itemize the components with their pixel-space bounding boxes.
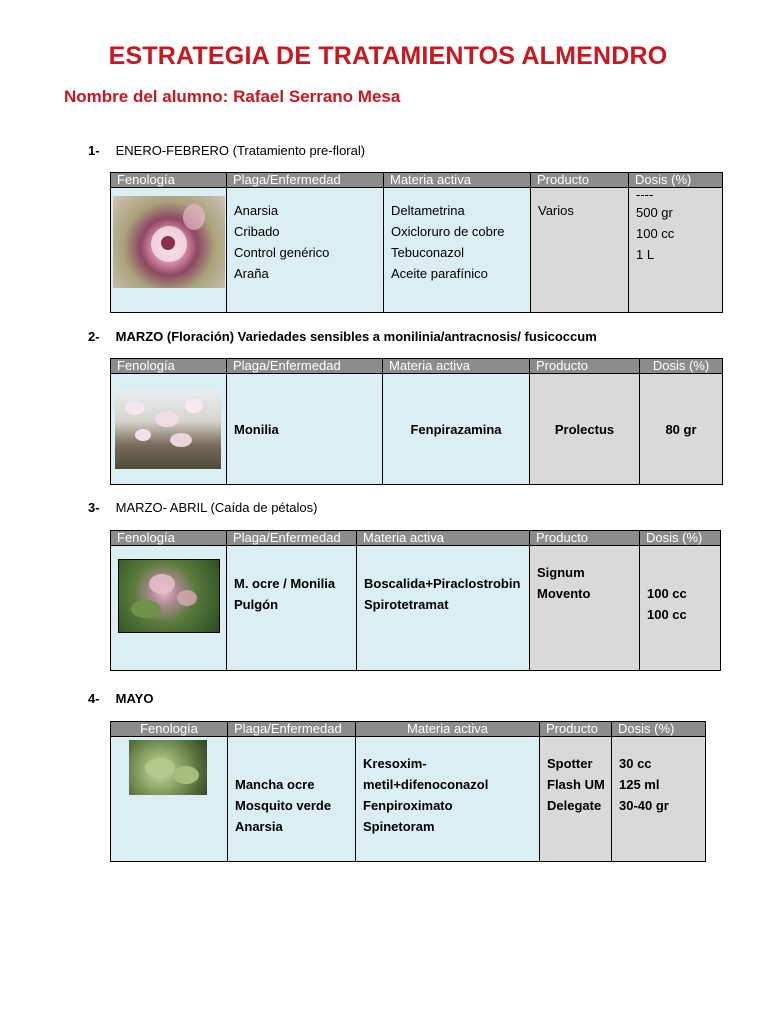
header-materia: Materia activa <box>356 722 540 737</box>
phenology-photo <box>129 740 207 795</box>
header-producto: Producto <box>530 359 640 374</box>
materia-cell <box>356 737 540 862</box>
section-4-heading <box>88 691 153 706</box>
materia-item: Deltametrina <box>391 203 465 218</box>
fenologia-cell <box>111 374 227 485</box>
materia-cell <box>383 374 530 485</box>
header-materia: Materia activa <box>384 173 531 188</box>
dosis-item: 1 L <box>636 247 655 262</box>
dosis-cell <box>612 737 706 862</box>
section-label: MAYO <box>115 691 154 706</box>
materia-item: Boscalida+Piraclostrobin <box>364 576 521 591</box>
student-name: Nombre del alumno: Rafael Serrano Mesa <box>64 87 401 106</box>
fenologia-cell <box>111 188 227 313</box>
plaga-cell <box>227 188 384 313</box>
dosis-item: 30-40 gr <box>619 798 669 813</box>
dosis-item: 100 cc <box>636 226 675 241</box>
dosis-cell <box>629 188 723 313</box>
dosis-cell <box>640 546 721 671</box>
producto-item: Movento <box>537 586 591 601</box>
header-plaga: Plaga/Enfermedad <box>227 531 357 546</box>
plaga-cell <box>227 546 357 671</box>
producto-item: Varios <box>538 203 574 218</box>
section-number: 4- <box>88 691 100 706</box>
phenology-photo <box>118 559 220 633</box>
dosis-item: 100 cc <box>647 607 687 622</box>
section-number: 3- <box>88 500 100 515</box>
treatment-table-1 <box>110 172 723 313</box>
plaga-item: Anarsia <box>235 819 283 834</box>
header-dosis: Dosis (%) <box>640 359 723 374</box>
dosis-item: 500 gr <box>636 205 673 220</box>
dosis-item: 125 ml <box>619 777 660 792</box>
header-materia: Materia activa <box>357 531 530 546</box>
dosis-item: 30 cc <box>619 756 652 771</box>
section-label: MARZO- ABRIL (Caída de pétalos) <box>115 500 318 515</box>
section-label: MARZO (Floración) Variedades sensibles a monilinia/antracnosis/ fusicoccum <box>115 329 597 344</box>
section-1-heading <box>88 143 365 158</box>
header-producto: Producto <box>531 173 629 188</box>
materia-item: Kresoxim- <box>363 756 427 771</box>
section-number: 1- <box>88 143 100 158</box>
header-plaga: Plaga/Enfermedad <box>227 173 384 188</box>
materia-item: Tebuconazol <box>391 245 464 260</box>
header-dosis: Dosis (%) <box>640 531 721 546</box>
plaga-cell <box>227 374 383 485</box>
treatment-table-3 <box>110 530 721 671</box>
header-plaga: Plaga/Enfermedad <box>228 722 356 737</box>
materia-item: metil+difenoconazol <box>363 777 489 792</box>
producto-cell <box>531 188 629 313</box>
phenology-photo <box>113 196 225 288</box>
header-dosis: Dosis (%) <box>612 722 706 737</box>
materia-item: Oxicloruro de cobre <box>391 224 505 239</box>
section-2-heading <box>88 329 597 344</box>
materia-cell <box>384 188 531 313</box>
producto-item: Delegate <box>547 798 602 813</box>
header-materia: Materia activa <box>383 359 530 374</box>
header-producto: Producto <box>540 722 612 737</box>
dosis-cell <box>640 374 723 485</box>
header-dosis: Dosis (%) <box>629 173 723 188</box>
plaga-item: Pulgón <box>234 597 279 612</box>
fenologia-cell <box>111 546 227 671</box>
dosis-item: 80 gr <box>665 421 697 437</box>
dosis-item: ---- <box>636 187 654 202</box>
plaga-item: Cribado <box>234 224 280 239</box>
materia-item: Fenpirazamina <box>410 421 502 437</box>
producto-item: Flash UM <box>547 777 605 792</box>
producto-cell <box>530 546 640 671</box>
plaga-item: Anarsia <box>234 203 279 218</box>
producto-item: Spotter <box>547 756 593 771</box>
materia-item: Spirotetramat <box>364 597 449 612</box>
plaga-item: Mancha ocre <box>235 777 315 792</box>
header-fenologia: Fenología <box>111 173 227 188</box>
document-title: ESTRATEGIA DE TRATAMIENTOS ALMENDRO <box>108 42 668 70</box>
materia-cell <box>357 546 530 671</box>
treatment-table-2 <box>110 358 723 485</box>
materia-item: Fenpiroximato <box>363 798 453 813</box>
plaga-item: Araña <box>234 266 269 281</box>
producto-item: Signum <box>537 565 585 580</box>
phenology-photo <box>115 389 221 469</box>
header-producto: Producto <box>530 531 640 546</box>
producto-item: Prolectus <box>554 421 615 437</box>
header-fenologia: Fenología <box>111 722 228 737</box>
header-fenologia: Fenología <box>111 359 227 374</box>
materia-item: Aceite parafínico <box>391 266 488 281</box>
treatment-table-4 <box>110 721 706 862</box>
header-fenologia: Fenología <box>111 531 227 546</box>
plaga-item: Monilia <box>234 421 279 437</box>
section-number: 2- <box>88 329 100 344</box>
producto-cell <box>530 374 640 485</box>
plaga-item: Control genérico <box>234 245 330 260</box>
section-3-heading <box>88 500 317 515</box>
materia-item: Spinetoram <box>363 819 435 834</box>
producto-cell <box>540 737 612 862</box>
plaga-item: Mosquito verde <box>235 798 332 813</box>
plaga-cell <box>228 737 356 862</box>
header-plaga: Plaga/Enfermedad <box>227 359 383 374</box>
section-label: ENERO-FEBRERO (Tratamiento pre-floral) <box>115 143 366 158</box>
fenologia-cell <box>111 737 228 862</box>
dosis-item: 100 cc <box>647 586 687 601</box>
plaga-item: M. ocre / Monilia <box>234 576 336 591</box>
